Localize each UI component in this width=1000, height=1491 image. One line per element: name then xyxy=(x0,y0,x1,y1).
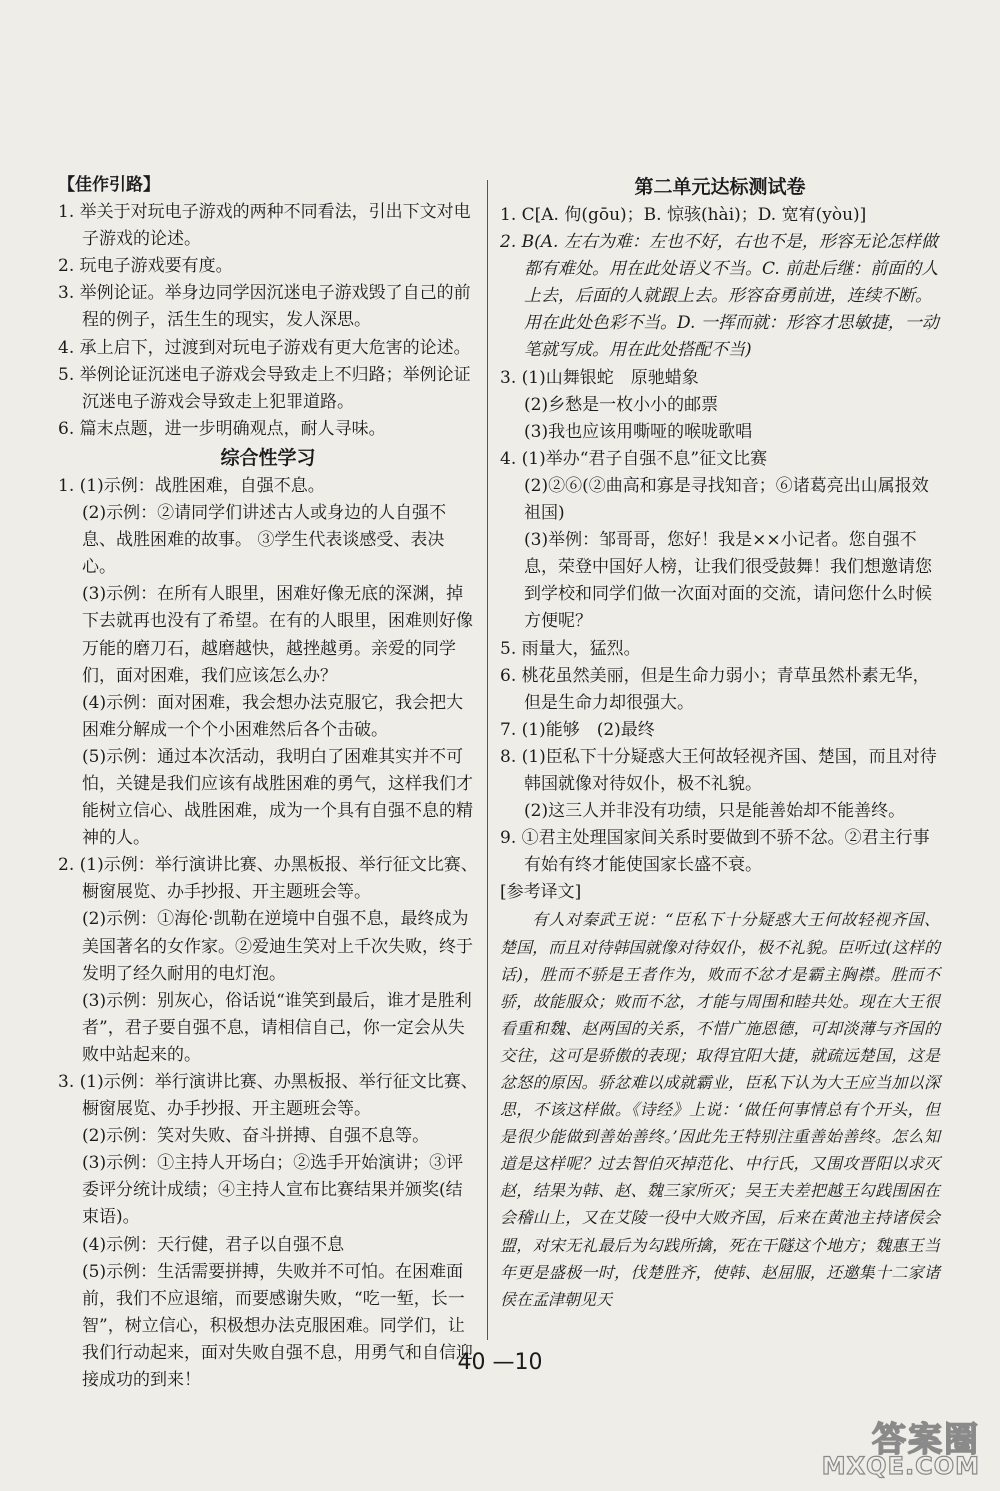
test-paper-title: 第二单元达标测试卷 xyxy=(634,176,806,198)
q2-part-3: (3)示例：别灰心，俗话说“谁笑到最后，谁才是胜利者”，君子要自强不息，请相信自己，你一定会从失败中站起来的。 xyxy=(82,990,472,1065)
answer-3-part-2: (2)乡愁是一枚小小的邮票 xyxy=(524,394,719,415)
q3-part-5: (5)示例：生活需要拼搏，失败并不可怕。在困难面前，我们不应退缩，而要感谢失败，“吃一堑，长一智”，树立信心，积极想办法克服困难。同学们，让我们行动起来，面对失败自强不息，用勇气和自信迎接成功的到来！ xyxy=(82,1261,473,1391)
watermark-bottom-text: MXQE.COM xyxy=(821,1452,980,1480)
q1-part-1: 1. (1)示例：战胜困难，自强不息。 xyxy=(58,475,325,496)
jiazuo-item-1: 1. 举关于对玩电子游戏的两种不同看法，引出下文对电子游戏的论述。 xyxy=(58,202,471,250)
q3-part-4: (4)示例：天行健，君子以自强不息 xyxy=(82,1234,345,1255)
q1-part-4: (4)示例：面对困难，我会想办法克服它，我会把大困难分解成一个个小困难然后各个击破。 xyxy=(82,692,464,740)
jiazuo-item-3: 3. 举例论证。举身边同学因沉迷电子游戏毁了自己的前程的例子，活生生的现实，发人深思。 xyxy=(58,283,471,331)
answer-1: 1. C[A. 佝(gōu)；B. 惊骇(hài)；D. 宽宥(yòu)] xyxy=(500,205,867,225)
answer-3-part-1: 3. (1)山舞银蛇 原驰蜡象 xyxy=(500,367,699,388)
answer-9: 9. ①君主处理国家间关系时要做到不骄不忿。②君主行事有始有终才能使国家长盛不衰。 xyxy=(500,828,930,876)
q1-part-3: (3)示例：在所有人眼里，困难好像无底的深渊，掉下去就再也没有了希望。在有的人眼里，困难则好像万能的磨刀石，越磨越快，越挫越勇。亲爱的同学们，面对困难，我们应该怎么办？ xyxy=(82,584,473,686)
q2-part-1: 2. (1)示例：举行演讲比赛、办黑板报、举行征文比赛、橱窗展览、办手抄报、开主题班会等。 xyxy=(58,855,478,903)
right-column xyxy=(500,172,940,1313)
answer-2: 2. B(A. 左右为难：左也不好，右也不是，形容无论怎样做都有难处。用在此处语义不当。C. 前赴后继：前面的人上去，后面的人就跟上去。形容奋勇前进，连续不断。用在此处色彩不当。D. 一挥而就：形容才思敏捷，一动笔就写成。用在此处搭配不当) xyxy=(500,232,939,361)
column-divider xyxy=(487,180,488,1340)
reference-translation-header: [参考译文] xyxy=(500,882,582,903)
zonghe-section-title: 综合性学习 xyxy=(220,446,316,469)
jiazuo-item-5: 5. 举例论证沉迷电子游戏会导致走上不归路；举例论证沉迷电子游戏会导致走上犯罪道路。 xyxy=(58,364,471,412)
jiazuo-item-4: 4. 承上启下，过渡到对玩电子游戏有更大危害的论述。 xyxy=(58,337,471,358)
q1-part-5: (5)示例：通过本次活动，我明白了困难其实并不可怕，关键是我们应该有战胜困难的勇气，这样我们才能树立信心、战胜困难，成为一个具有自强不息的精神的人。 xyxy=(82,746,473,849)
q1-part-2: (2)示例：②请同学们讲述古人或身边的人自强不息、战胜困难的故事。 ③学生代表谈感受、表决心。 xyxy=(82,503,447,578)
watermark-top-text: 答案圈 xyxy=(872,1420,980,1460)
answer-8-part-2: (2)这三人并非没有功绩，只是能善始却不能善终。 xyxy=(524,801,906,822)
answer-5: 5. 雨量大，猛烈。 xyxy=(500,638,641,659)
q3-part-2: (2)示例：笑对失败、奋斗拼搏、自强不息等。 xyxy=(82,1126,430,1147)
left-column xyxy=(58,172,478,1394)
q3-part-3: (3)示例：①主持人开场白；②选手开始演讲；③评委评分统计成绩；④主持人宣布比赛结果并颁奖(结束语)。 xyxy=(82,1153,464,1228)
answer-8-part-1: 8. (1)臣私下十分疑惑大王何故轻视齐国、楚国，而且对待韩国就像对待奴仆，极不礼貌。 xyxy=(500,746,937,794)
q2-part-2: (2)示例：①海伦·凯勒在逆境中自强不息，最终成为美国著名的女作家。②爱迪生笑对上千次失败，终于发明了经久耐用的电灯泡。 xyxy=(82,909,473,984)
jiazuo-header: 【佳作引路】 xyxy=(58,175,160,195)
answer-6: 6. 桃花虽然美丽，但是生命力弱小；青草虽然朴素无华，但是生命力却很强大。 xyxy=(500,665,930,713)
answer-4-part-3: (3)举例：邹哥哥，您好！我是××小记者。您自强不息，荣登中国好人榜，让我们很受鼓舞！我们想邀请您到学校和同学们做一次面对面的交流，请问您什么时候方便呢？ xyxy=(524,530,932,632)
page-number: 40 —10 xyxy=(457,1350,543,1375)
watermark-logo xyxy=(790,1412,980,1482)
answer-4-part-2: (2)②⑥(②曲高和寡是寻找知音；⑥诸葛亮出山属报效祖国) xyxy=(524,475,929,524)
answer-4-part-1: 4. (1)举办“君子自强不息”征文比赛 xyxy=(500,448,768,469)
jiazuo-item-6: 6. 篇末点题，进一步明确观点，耐人寻味。 xyxy=(58,418,386,439)
answer-7: 7. (1)能够 (2)最终 xyxy=(500,719,655,740)
jiazuo-item-2: 2. 玩电子游戏要有度。 xyxy=(58,256,233,277)
reference-translation-text: 有人对秦武王说：“臣私下十分疑惑大王何故轻视齐国、楚国，而且对待韩国就像对待奴仆，极不礼貌。臣听过(这样的话)，胜而不骄是王者作为，败而不忿才是霸主胸襟。胜而不骄，故能服众；败而不忿，才能与周围和睦共处。现在大王很看重和魏、赵两国的关系，不惜广施恩德，可却淡薄与齐国的交往，这可是骄傲的表现；取得宜阳大捷，就疏远楚国，这是忿怒的原因。骄忿难以成就霸业，臣私下认为大王应当加以深思，不该这样做。《诗经》上说：‘做任何事情总有个开头，但是很少能做到善始善终。’因此先王特别注重善始善终。怎么知道是这样呢？过去智伯灭掉范化、中行氏，又围攻晋阳以求灭赵，结果为韩、赵、魏三家所灭；吴王夫差把越王勾践围困在会稽山上，又在艾陵一役中大败齐国，后来在黄池主持诸侯会盟，对宋无礼最后为勾践所擒，死在干隧这个地方；魏惠王当年更是盛极一时，伐楚胜齐，使韩、赵屈服，还邀集十二家诸侯在孟津朝见天 xyxy=(500,910,940,1309)
q3-part-1: 3. (1)示例：举行演讲比赛、办黑板报、举行征文比赛、橱窗展览、办手抄报、开主题班会等。 xyxy=(58,1072,478,1120)
answer-3-part-3: (3)我也应该用嘶哑的喉咙歌唱 xyxy=(524,421,753,442)
